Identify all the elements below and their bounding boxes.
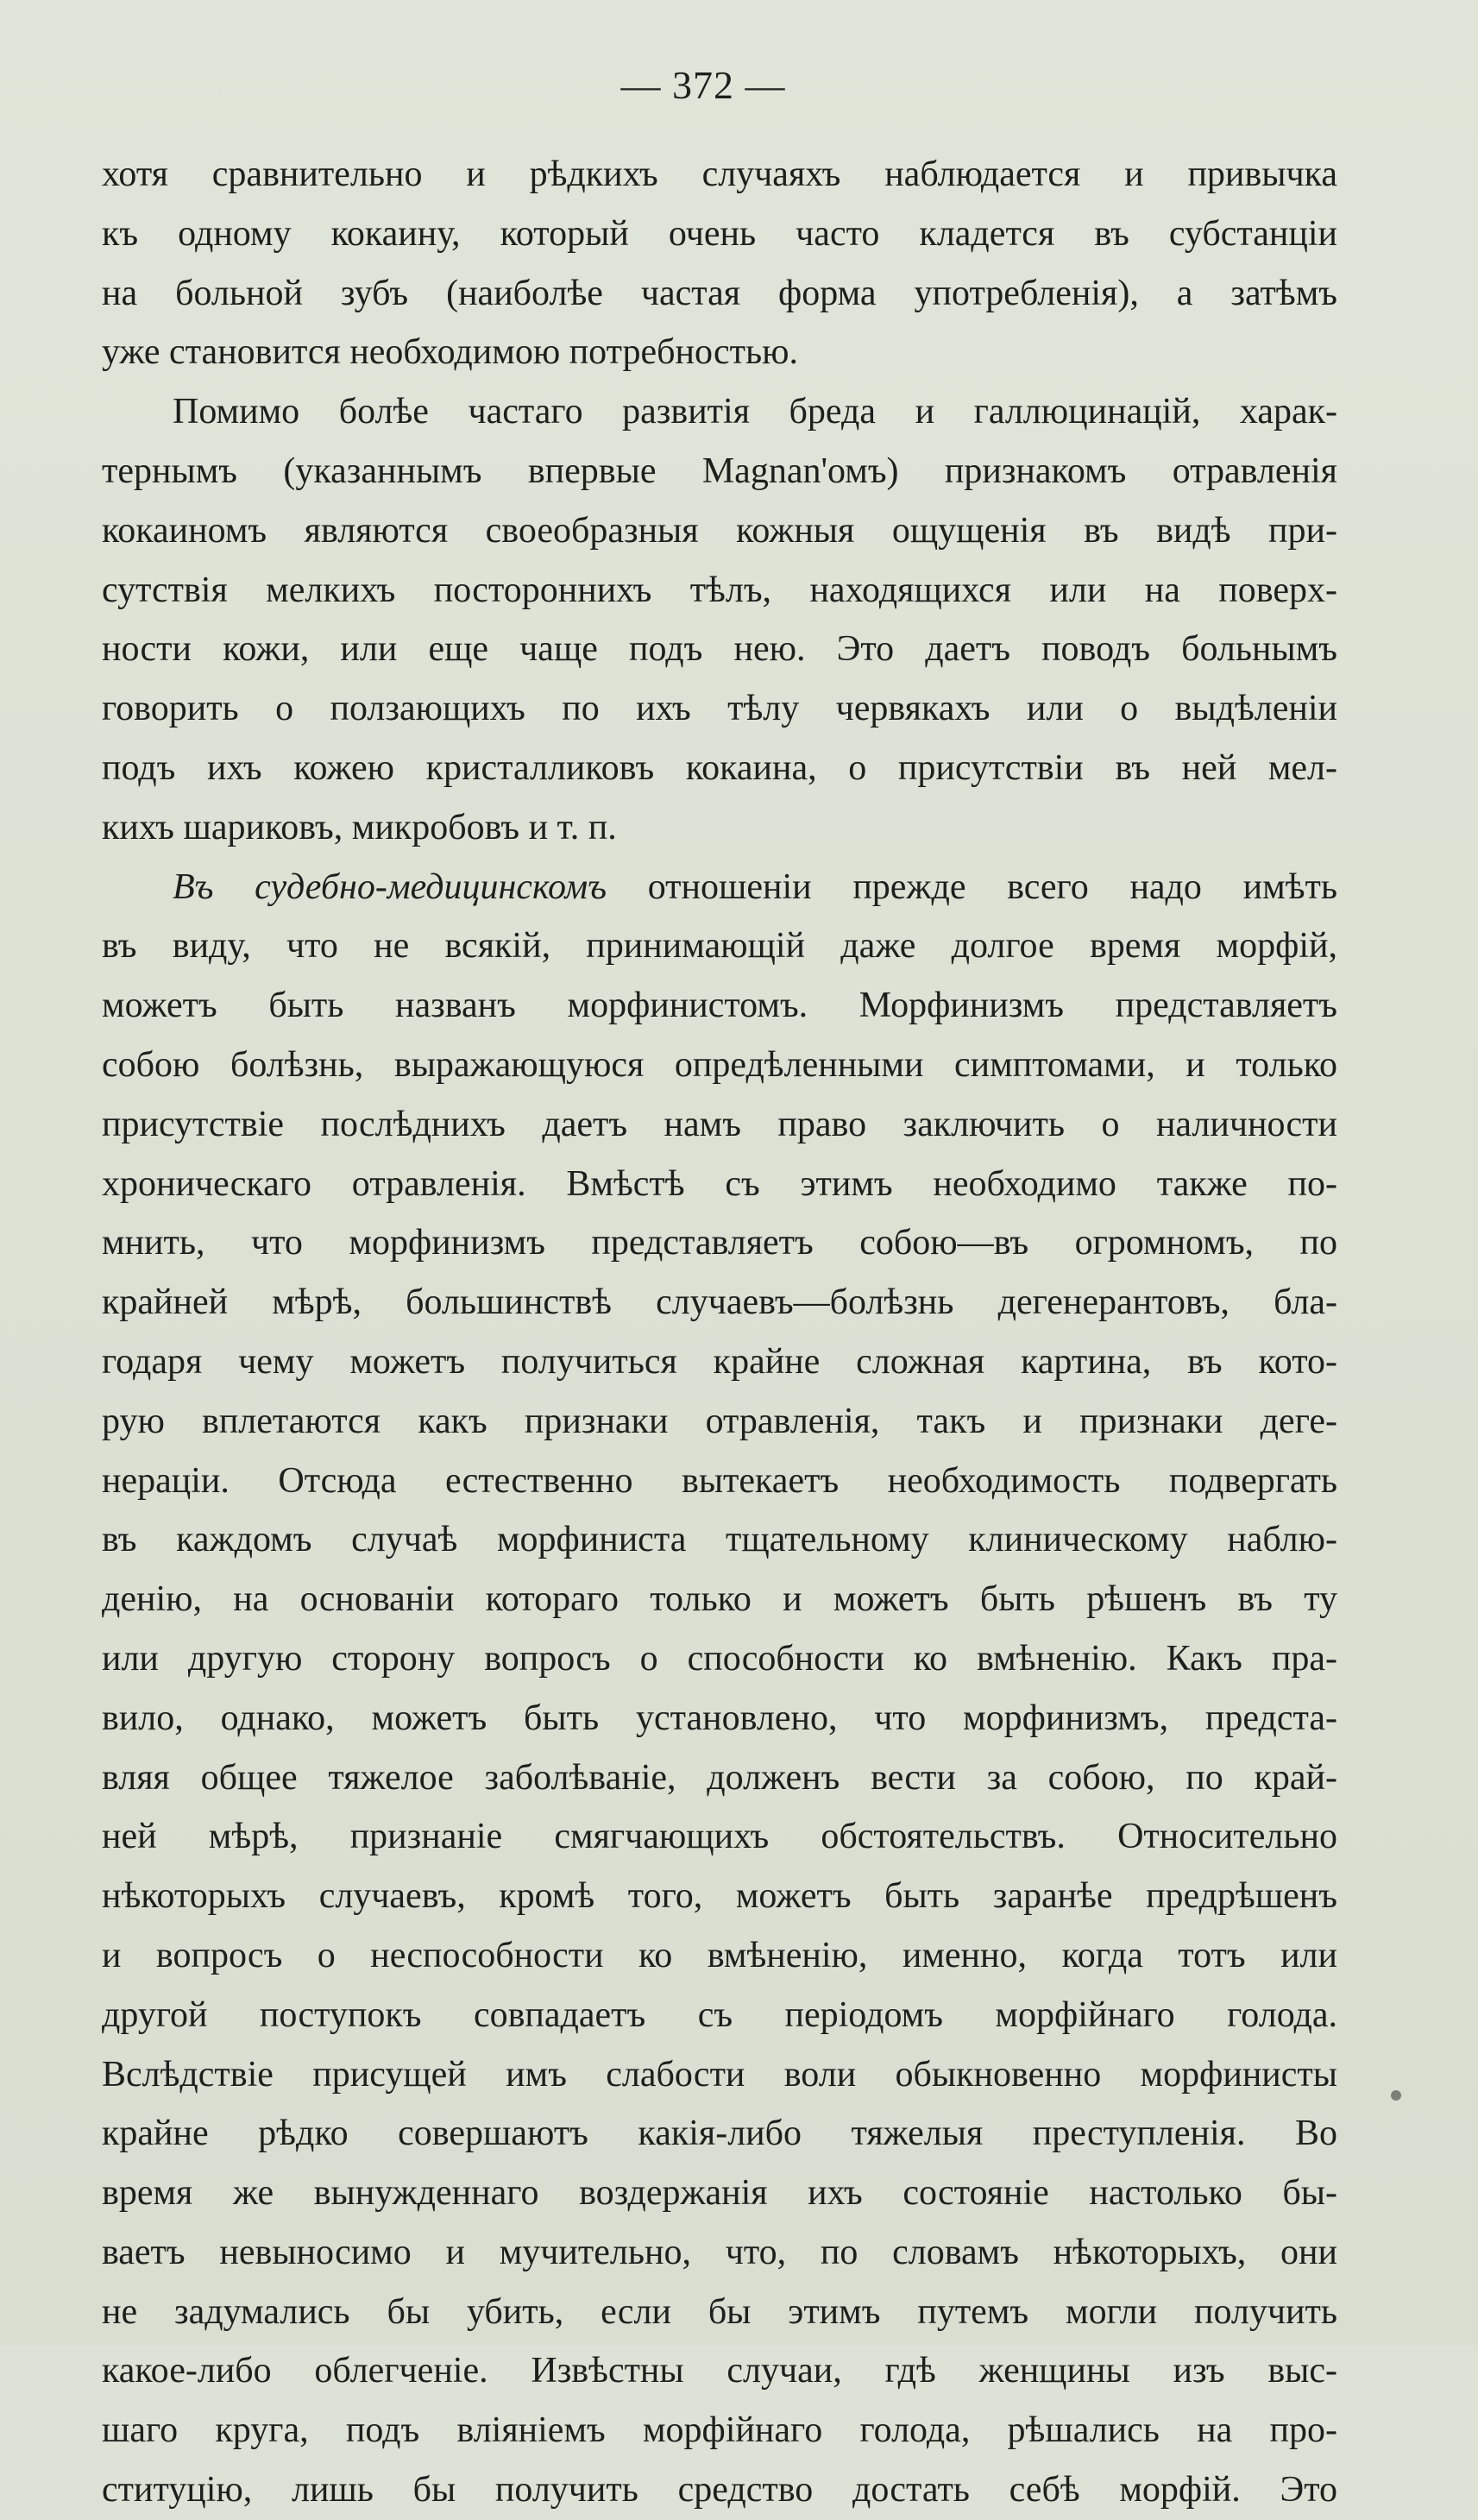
text-line: подъ ихъ кожею кристалликовъ кокаина, о присутствіи въ ней мел-	[102, 747, 1337, 788]
text-line: или другую сторону вопросъ о способности ко вмѣненію. Какъ пра-	[102, 1638, 1337, 1679]
text-line: какое-либо облегченіе. Извѣстны случаи, гдѣ женщины изъ выс-	[102, 2351, 1337, 2391]
text-line: уже становится необходимою потребностью.	[102, 332, 799, 373]
text-line: крайне рѣдко совершаютъ какія-либо тяжелыя преступленія. Во	[102, 2114, 1337, 2154]
text-line: денію, на основаніи котораго только и можетъ быть рѣшенъ въ ту	[102, 1579, 1337, 1620]
text-line: сутствія мелкихъ постороннихъ тѣлъ, находящихся или на поверх-	[102, 570, 1337, 610]
text-line: хотя сравнительно и рѣдкихъ случаяхъ наблюдается и привычка	[102, 154, 1337, 194]
text-line: къ одному кокаину, который очень часто кладется въ субстанціи	[102, 213, 1337, 254]
page-number: — 372 —	[620, 63, 786, 107]
text-line: Вслѣдствіе присущей имъ слабости воли обыкновенно морфинисты	[102, 2054, 1337, 2095]
text-line: время же вынужденнаго воздержанія ихъ состояніе настолько бы-	[102, 2173, 1337, 2214]
text-line: Помимо болѣе частаго развитія бреда и галлюцинацій, харак-	[173, 392, 1337, 432]
paragraph-2	[102, 382, 1337, 857]
text-line: не задумались бы убить, если бы этимъ путемъ могли получить	[102, 2291, 1337, 2332]
text-line: собою болѣзнь, выражающуюся опредѣленными симптомами, и только	[102, 1044, 1337, 1085]
text-line: кокаиномъ являются своеобразныя кожныя ощущенія въ видѣ при-	[102, 510, 1337, 551]
first-line-rest: отношеніи прежде всего надо имѣть	[607, 866, 1337, 907]
text-line: въ виду, что не всякій, принимающій даже долгое время морфій,	[102, 926, 1337, 967]
paragraph-3	[102, 858, 1337, 2520]
text-line: вляя общее тяжелое заболѣваніе, долженъ вести за собою, по край-	[102, 1757, 1337, 1798]
text-line: говорить о ползающихъ по ихъ тѣлу червякахъ или о выдѣленіи	[102, 689, 1337, 729]
text-line: ности кожи, или еще чаще подъ нею. Это даетъ поводъ больнымъ	[102, 629, 1337, 670]
text-line: можетъ быть названъ морфинистомъ. Морфинизмъ представляетъ	[102, 986, 1337, 1026]
text-line: тернымъ (указаннымъ впервые Magnan'омъ) признакомъ отравленія	[102, 450, 1337, 491]
text-line: и вопросъ о неспособности ко вмѣненію, именно, когда тотъ или	[102, 1935, 1337, 1975]
text-line: мнить, что морфинизмъ представляетъ собою—въ огромномъ, по	[102, 1223, 1337, 1263]
margin-dot	[1391, 2090, 1401, 2101]
text-line: присутствіе послѣднихъ даетъ намъ право заключить о наличности	[102, 1104, 1337, 1144]
text-line: рую вплетаются какъ признаки отравленія, такъ и признаки деге-	[102, 1401, 1337, 1441]
paragraph-1	[102, 145, 1337, 382]
text-line: другой поступокъ совпадаетъ съ періодомъ морфійнаго голода.	[102, 1994, 1337, 2035]
text-line: нераціи. Отсюда естественно вытекаетъ необходимость подвергать	[102, 1460, 1337, 1501]
text-line: ваетъ невыносимо и мучительно, что, по словамъ нѣкоторыхъ, они	[102, 2232, 1337, 2272]
text-line: ней мѣрѣ, признаніе смягчающихъ обстоятельствъ. Относительно	[102, 1817, 1337, 1857]
text-line: кихъ шариковъ, микробовъ и т. п.	[102, 807, 617, 847]
text-line: нѣкоторыхъ случаевъ, кромѣ того, можетъ быть заранѣе предрѣшенъ	[102, 1876, 1337, 1917]
text-line: крайней мѣрѣ, большинствѣ случаевъ—болѣзнь дегенерантовъ, бла-	[102, 1282, 1337, 1323]
text-line: ституцію, лишь бы получить средство достать себѣ морфій. Это	[102, 2470, 1337, 2511]
italic-lead: Въ судебно-медицинскомъ	[173, 866, 607, 907]
text-line: въ каждомъ случаѣ морфиниста тщательному клиническому наблю-	[102, 1520, 1337, 1560]
body-text	[102, 145, 1337, 2520]
text-line	[102, 858, 1337, 917]
text-line: вило, однако, можетъ быть установлено, что морфинизмъ, предста-	[102, 1698, 1337, 1738]
text-line: на больной зубъ (наиболѣе частая форма употребленія), а затѣмъ	[102, 273, 1337, 313]
text-line: хроническаго отравленія. Вмѣстѣ съ этимъ необходимо также по-	[102, 1163, 1337, 1204]
text-line: шаго круга, подъ вліяніемъ морфійнаго голода, рѣшались на про-	[102, 2410, 1337, 2451]
text-line: годаря чему можетъ получиться крайне сложная картина, въ кото-	[102, 1341, 1337, 1382]
